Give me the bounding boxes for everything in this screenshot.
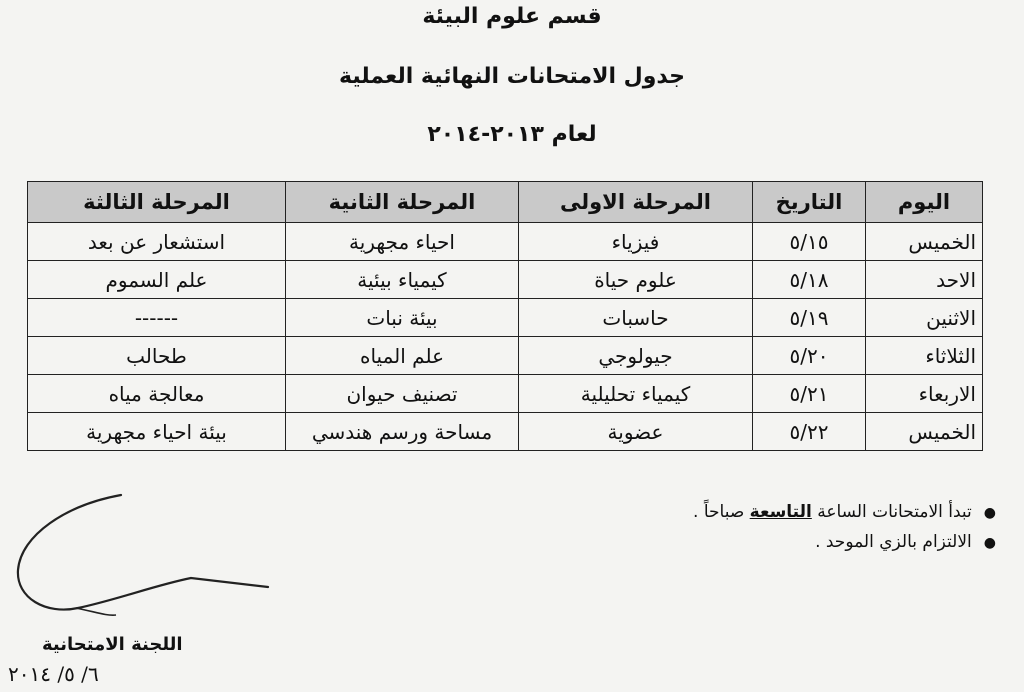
signature-date: ٦/ ٥/ ٢٠١٤ [8, 662, 99, 686]
document-title: جدول الامتحانات النهائية العملية [339, 64, 685, 89]
cell-stage-3: بيئة احياء مجهرية [28, 413, 286, 451]
cell-stage-1: علوم حياة [519, 261, 753, 299]
cell-day: الاربعاء [866, 375, 983, 413]
notes-list [476, 502, 996, 562]
cell-stage-2: كيمياء بيئية [286, 261, 519, 299]
column-header-stage-3: المرحلة الثالثة [28, 182, 286, 223]
cell-stage-1: كيمياء تحليلية [519, 375, 753, 413]
table-header-row [28, 182, 983, 223]
cell-stage-1: فيزياء [519, 223, 753, 261]
column-header-stage-1: المرحلة الاولى [519, 182, 753, 223]
cell-stage-2: علم المياه [286, 337, 519, 375]
cell-stage-2: مساحة ورسم هندسي [286, 413, 519, 451]
cell-stage-3: طحالب [28, 337, 286, 375]
handwritten-signature-icon [6, 490, 306, 640]
academic-year: لعام ٢٠١٣-٢٠١٤ [427, 122, 597, 147]
cell-day: الخميس [866, 413, 983, 451]
table-row [28, 261, 983, 299]
note-emphasis: التاسعة [749, 502, 812, 522]
cell-stage-1: جيولوجي [519, 337, 753, 375]
cell-stage-1: حاسبات [519, 299, 753, 337]
cell-date: ٥/١٥ [753, 223, 866, 261]
cell-date: ٥/٢١ [753, 375, 866, 413]
cell-day: الثلاثاء [866, 337, 983, 375]
cell-stage-3: ------ [28, 299, 286, 337]
cell-stage-1: عضوية [519, 413, 753, 451]
bullet-icon: ● [983, 535, 996, 551]
cell-stage-2: تصنيف حيوان [286, 375, 519, 413]
cell-day: الاثنين [866, 299, 983, 337]
cell-stage-2: احياء مجهرية [286, 223, 519, 261]
cell-day: الاحد [866, 261, 983, 299]
table-row [28, 413, 983, 451]
cell-day: الخميس [866, 223, 983, 261]
bullet-icon: ● [983, 505, 996, 521]
cell-date: ٥/٢٠ [753, 337, 866, 375]
note-start-time [476, 502, 996, 522]
note-text: الالتزام بالزي الموحد . [815, 532, 972, 552]
table-row [28, 337, 983, 375]
cell-date: ٥/١٨ [753, 261, 866, 299]
table-row [28, 299, 983, 337]
cell-date: ٥/١٩ [753, 299, 866, 337]
table-row [28, 223, 983, 261]
note-text-pre: تبدأ الامتحانات الساعة [811, 502, 972, 522]
note-uniform [476, 532, 996, 552]
cell-stage-3: علم السموم [28, 261, 286, 299]
note-text-post: صباحاً . [693, 502, 750, 522]
exam-schedule-table [27, 181, 983, 451]
department-title: قسم علوم البيئة [422, 4, 602, 29]
cell-stage-3: استشعار عن بعد [28, 223, 286, 261]
column-header-stage-2: المرحلة الثانية [286, 182, 519, 223]
cell-date: ٥/٢٢ [753, 413, 866, 451]
column-header-date: التاريخ [753, 182, 866, 223]
column-header-day: اليوم [866, 182, 983, 223]
cell-stage-2: بيئة نبات [286, 299, 519, 337]
table-row [28, 375, 983, 413]
committee-label: اللجنة الامتحانية [42, 634, 183, 655]
cell-stage-3: معالجة مياه [28, 375, 286, 413]
